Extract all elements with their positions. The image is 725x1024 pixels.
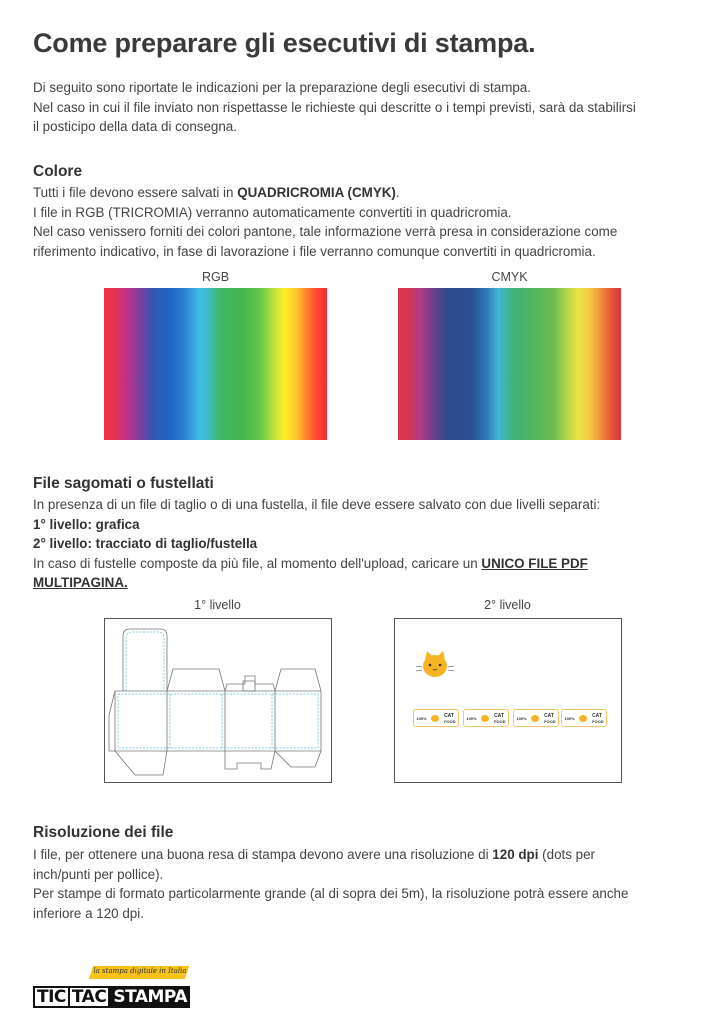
risoluzione-line-2: inch/punti per pollice). xyxy=(33,866,164,882)
tictacstampa-logo xyxy=(33,966,188,1011)
logo-tic: TIC xyxy=(33,986,70,1008)
sagomati-line-4-pre: In caso di fustelle composte da più file, al momento dell'upload, caricare un xyxy=(33,555,482,571)
unico-file-pdf-link[interactable]: UNICO FILE PDF xyxy=(481,555,588,571)
rgb-label: RGB xyxy=(201,270,230,284)
risoluzione-paragraph xyxy=(33,845,628,923)
level-2-label: 2° livello xyxy=(484,598,531,612)
risoluzione-line-1-pre: I file, per ottenere una buona resa di stampa devono avere una risoluzione di xyxy=(33,847,493,862)
logo-stampa: STAMPA xyxy=(110,986,190,1008)
rgb-gradient-strip xyxy=(104,288,327,440)
intro-paragraph xyxy=(33,78,636,137)
cat-face-icon xyxy=(416,651,454,677)
risoluzione-line-1-post: (dots per xyxy=(538,847,596,862)
cmyk-label: CMYK xyxy=(491,270,528,284)
product-label-1 xyxy=(413,709,459,727)
level-1-label: 1° livello xyxy=(194,598,241,612)
label-1-brand: CAT FOOD xyxy=(444,712,456,724)
level-1-note: 1° livello: grafica xyxy=(33,516,140,532)
level-2-note: 2° livello: tracciato di taglio/fustella xyxy=(33,536,258,551)
sagomati-heading: File sagomati o fustellati xyxy=(33,475,214,492)
logo-tagline: la stampa digitale in Italia xyxy=(93,967,187,975)
product-label-2 xyxy=(463,709,509,727)
sagomati-line-1: In presenza di un file di taglio o di una fustella, il file deve essere salvato con due livelli separati: xyxy=(33,497,601,512)
intro-line-2: Nel caso in cui il file inviato non rispettasse le richieste qui descritte o i tempi previsti, sarà da stabilirsi xyxy=(33,99,636,115)
cat-icon xyxy=(579,715,587,722)
sagomati-paragraph xyxy=(33,495,600,593)
risoluzione-line-3: Per stampe di formato particolarmente grande (al di sopra dei 5m), la risoluzione potrà essere anche xyxy=(33,886,629,901)
cat-icon xyxy=(431,715,439,722)
risoluzione-heading: Risoluzione dei file xyxy=(33,824,174,841)
diecut-outline xyxy=(105,619,331,782)
label-2-brand: CAT FOOD xyxy=(494,712,506,724)
risoluzione-line-4: inferiore a 120 dpi. xyxy=(33,905,144,921)
multipagina-link[interactable]: MULTIPAGINA. xyxy=(33,575,128,590)
colore-heading: Colore xyxy=(33,163,83,180)
label-1-pct: 100% xyxy=(416,715,427,721)
level-2-graphics-preview xyxy=(394,618,622,783)
colore-line-4: riferimento indicativo, in fase di lavorazione i file verranno comunque convertiti in quadricromia. xyxy=(33,243,596,259)
page-title: Come preparare gli esecutivi di stampa. xyxy=(33,28,536,58)
colore-line-1-pre: Tutti i file devono essere salvati in xyxy=(33,185,238,200)
colore-line-2: I file in RGB (TRICROMIA) verranno automaticamente convertiti in quadricromia. xyxy=(33,204,512,220)
label-3-brand: CAT FOOD xyxy=(544,712,556,724)
colore-cmyk-bold: QUADRICROMIA (CMYK) xyxy=(237,185,396,200)
label-3-pct: 100% xyxy=(516,715,527,721)
level-1-diecut-preview xyxy=(104,618,332,783)
label-4-pct: 100% xyxy=(564,715,575,721)
cat-icon xyxy=(481,715,489,722)
dpi-bold: 120 dpi xyxy=(492,847,539,862)
label-4-brand: CAT FOOD xyxy=(592,712,604,724)
colore-line-3: Nel caso venissero forniti dei colori pantone, tale informazione verrà presa in considerazione come xyxy=(33,224,618,239)
cat-icon xyxy=(531,715,539,722)
cmyk-gradient-strip xyxy=(398,288,621,440)
logo-wordmark xyxy=(33,986,190,1008)
product-label-3 xyxy=(513,709,559,727)
product-label-4 xyxy=(561,709,607,727)
logo-tac: TAC xyxy=(70,986,110,1008)
colore-paragraph xyxy=(33,183,617,261)
colore-line-1-post: . xyxy=(395,185,400,200)
intro-line-1: Di seguito sono riportate le indicazioni per la preparazione degli esecutivi di stampa. xyxy=(33,80,531,95)
intro-line-3: il posticipo della data di consegna. xyxy=(33,119,237,134)
cat-food-graphics xyxy=(395,619,621,782)
label-2-pct: 100% xyxy=(466,715,477,721)
